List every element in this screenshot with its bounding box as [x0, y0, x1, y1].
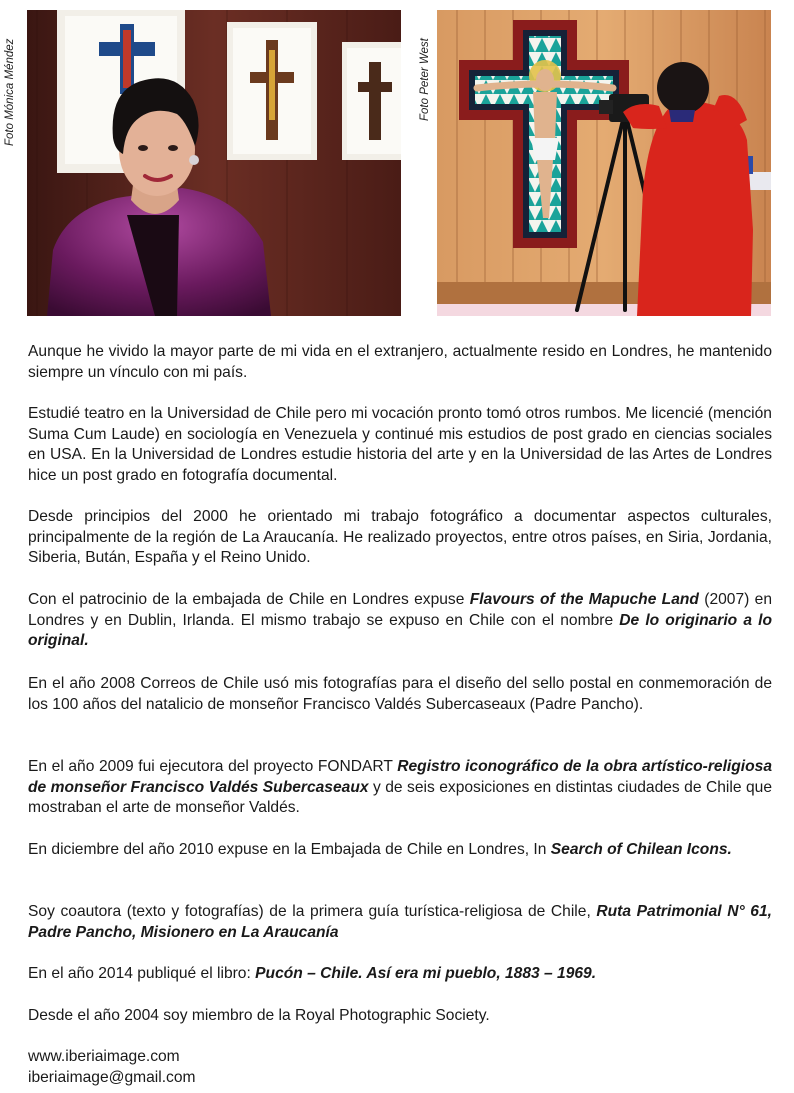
contact-block [28, 1047, 196, 1088]
paragraph-photography: Desde principios del 2000 he orientado mi trabajo fotográfico a documentar aspectos culturales, principalmente de la región de La Araucanía. He realizado proyectos, entre otros países, en Siria, Jordania, Siberia, Bután, España y el Reino Unido. [28, 508, 772, 566]
photo-credit-monica-mendez: Foto Mónica Méndez [4, 38, 16, 146]
email-link[interactable]: iberiaimage@gmail.com [28, 1068, 196, 1086]
paragraph-education: Estudié teatro en la Universidad de Chile pero mi vocación pronto tomó otros rumbos. Me licencié (mención Suma Cum Laude) en sociología en Venezuela y continué mis estudios de post grado en ciencias sociales en USA. En la Universidad de Londres estudie historia del arte y en la Universidad de las Artes de Londres hice un post grado en fotografía documental. [28, 405, 772, 484]
photo-credit-peter-west: Foto Peter West [419, 38, 431, 121]
paragraph-postal-stamp: En el año 2008 Correos de Chile usó mis fotografías para el diseño del sello postal en conmemoración de los 100 años del natalicio de monseñor Francisco Valdés Subercaseaux (Padre Pancho). [28, 675, 772, 713]
guide-title: Ruta Patrimonial N° 61, Padre Pancho, Misionero en La Araucanía [28, 903, 772, 941]
photographer-photo [437, 10, 771, 316]
book-title: Pucón – Chile. Así era mi pueblo, 1883 – 1969. [255, 965, 597, 982]
exhibition-title: Flavours of the Mapuche Land [469, 591, 699, 608]
exhibition-title-icons: Search of Chilean Icons. [550, 841, 732, 858]
paragraph-guide: Soy coautora (texto y fotografías) de la primera guía turística-religiosa de Chile, Ruta Patrimonial N° 61, Padre Pancho, Misionero en La Araucanía [28, 903, 772, 941]
paragraph-exhibition-flavours: Con el patrocinio de la embajada de Chile en Londres expuse Flavours of the Mapuche Land (2007) en Londres y en Dublin, Irlanda. El mismo trabajo se expuso en Chile con el nombre De lo originario a lo original. [28, 591, 773, 649]
project-title: Registro iconográfico de la obra artístico-religiosa de monseñor Francisco Valdés Subercaseaux [28, 758, 772, 796]
portrait-photo [27, 10, 401, 316]
paragraph-rps: Desde el año 2004 soy miembro de la Royal Photographic Society. [28, 1007, 490, 1024]
paragraph-intro: Aunque he vivido la mayor parte de mi vida en el extranjero, actualmente resido en Londres, he mantenido siempre un vínculo con mi país. [28, 343, 772, 381]
website-link[interactable]: www.iberiaimage.com [28, 1048, 180, 1065]
paragraph-book: En el año 2014 publiqué el libro: Pucón – Chile. Así era mi pueblo, 1883 – 1969. [28, 965, 597, 982]
paragraph-fondart: En el año 2009 fui ejecutora del proyecto FONDART Registro iconográfico de la obra artístico-religiosa de monseñor Francisco Valdés Subercaseaux y de seis exposiciones en distintas ciudades de Chile que mostraban el arte de monseñor Valdés. [28, 758, 772, 816]
exhibition-title-chile: De lo originario a lo original. [28, 611, 773, 649]
paragraph-embassy-2010: En diciembre del año 2010 expuse en la Embajada de Chile en Londres, In Search of Chilean Icons. [28, 841, 732, 858]
